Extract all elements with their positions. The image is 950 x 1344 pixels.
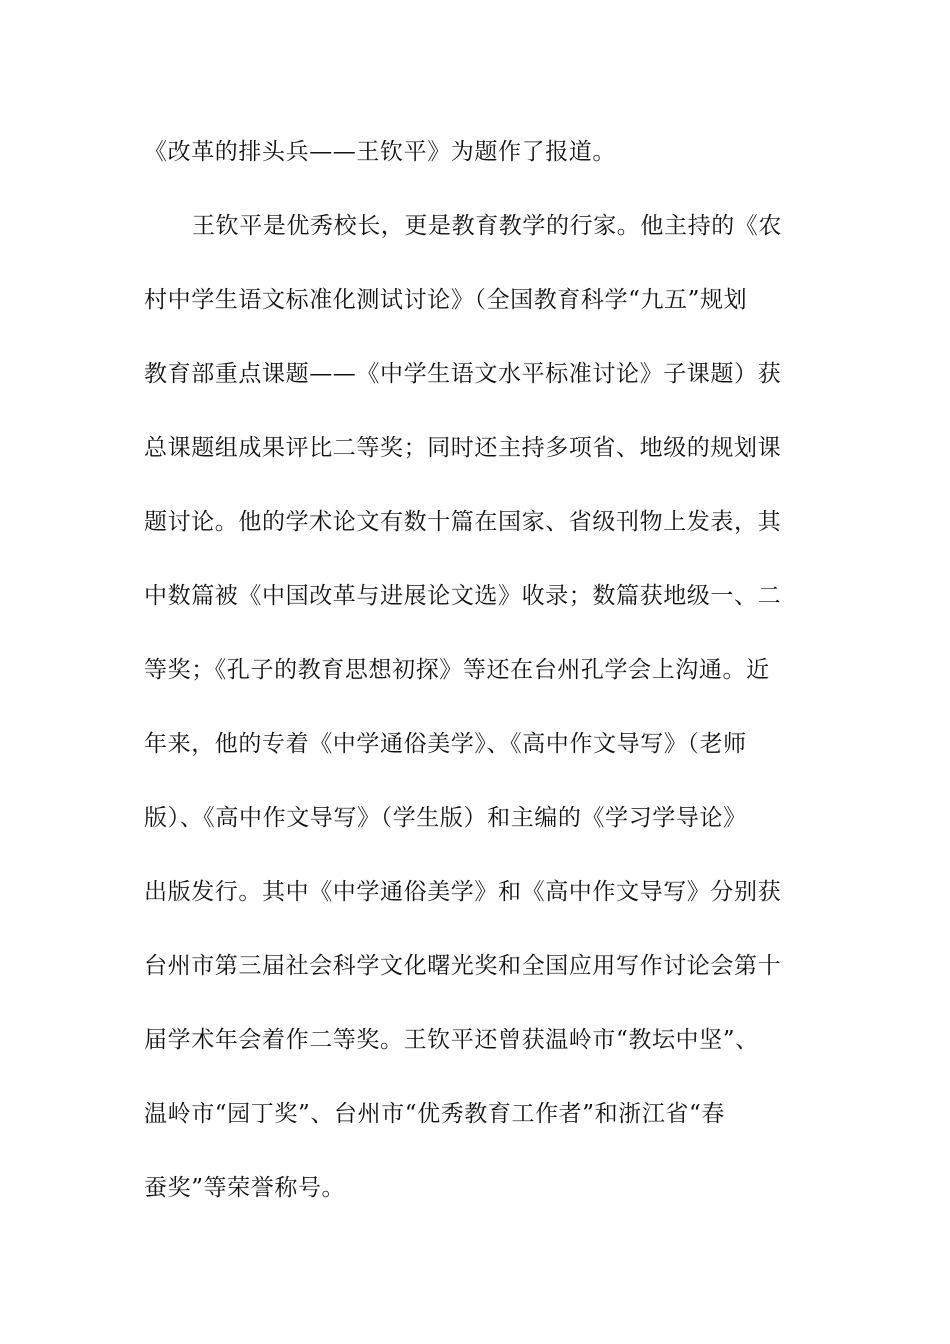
text-line-15: 蚕奖”等荣誉称号。: [144, 1175, 346, 1201]
text-line-6: 题讨论。他的学术论文有数十篇在国家、省级刊物上发表，其: [144, 509, 782, 535]
text-line-3: 村中学生语文标准化测试讨论》（全国教育科学“九五”规划: [144, 287, 748, 313]
text-line-11: 出版发行。其中《中学通俗美学》和《高中作文导写》分别获: [144, 879, 782, 905]
text-line-5: 总课题组成果评比二等奖；同时还主持多项省、地级的规划课: [144, 435, 782, 461]
text-line-12: 台州市第三届社会科学文化曙光奖和全国应用写作讨论会第十: [144, 953, 782, 979]
text-line-14: 温岭市“园丁奖”、台州市“优秀教育工作者”和浙江省“春: [144, 1101, 725, 1127]
text-line-4: 教育部重点课题——《中学生语文水平标准讨论》子课题）获: [144, 361, 782, 387]
text-line-7: 中数篇被《中国改革与进展论文选》收录；数篇获地级一、二: [144, 583, 782, 609]
text-line-13: 届学术年会着作二等奖。王钦平还曾获温岭市“教坛中坚”、: [144, 1027, 759, 1053]
body-text: [144, 130, 814, 1240]
text-line-1: 《改革的排头兵——王钦平》为题作了报道。: [144, 139, 616, 165]
text-line-10: 版）、《高中作文导写》（学生版）和主编的《学习学导论》: [144, 805, 747, 831]
text-line-8: 等奖；《孔子的教育思想初探》等还在台州孔学会上沟通。近: [144, 657, 770, 683]
paragraph-start-line: 王钦平是优秀校长，更是教育教学的行家。他主持的《农: [192, 213, 782, 239]
text-line-9: 年来，他的专着《中学通俗美学》、《高中作文导写》（老师: [144, 731, 747, 757]
